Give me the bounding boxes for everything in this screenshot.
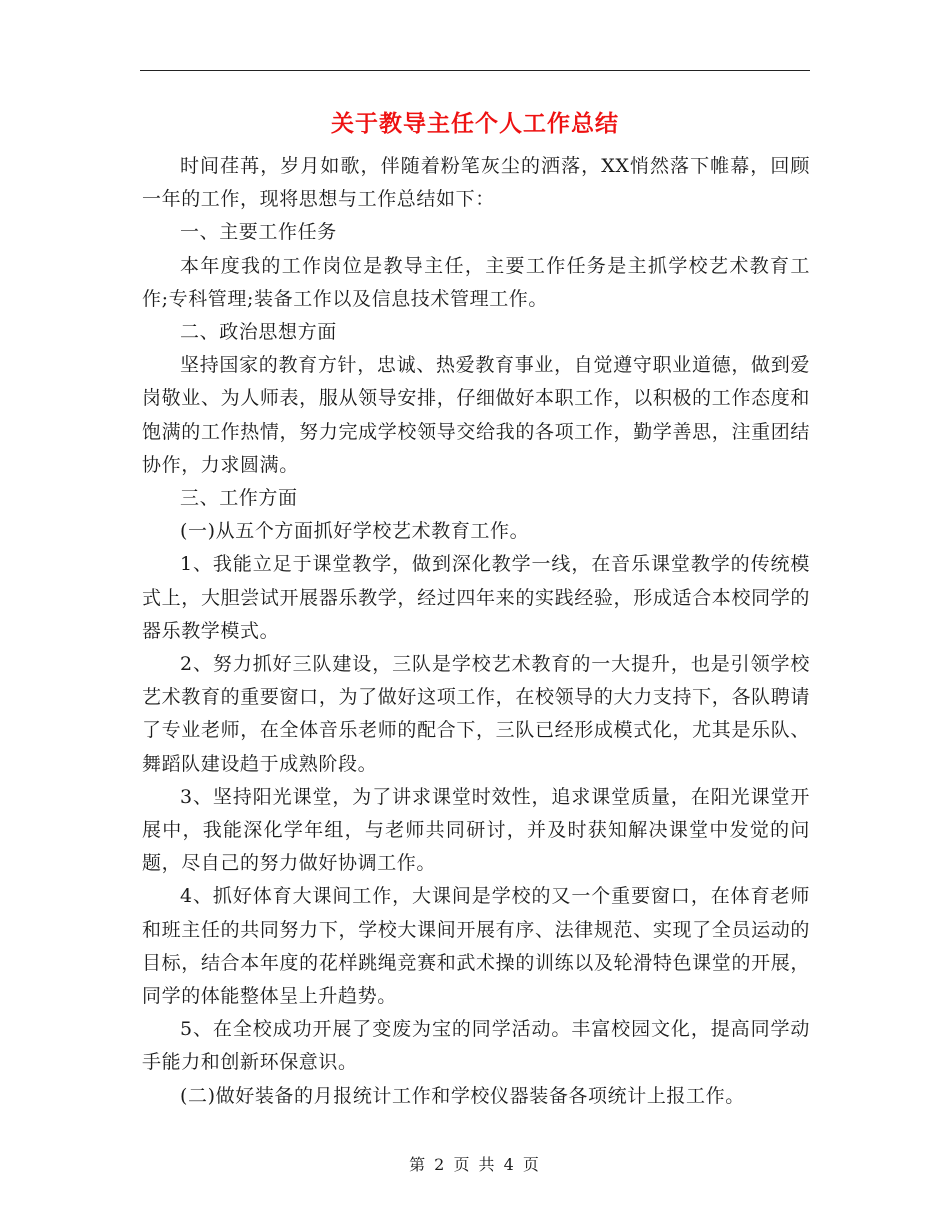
- paragraph-main-tasks: 本年度我的工作岗位是教导主任，主要工作任务是主抓学校艺术教育工作;专科管理;装备工作以及信息技术管理工作。: [142, 254, 810, 310]
- paragraph-item-4: 4、抓好体育大课间工作，大课间是学校的又一个重要窗口，在体育老师和班主任的共同努力下，学校大课间开展有序、法律规范、实现了全员运动的目标，结合本年度的花样跳绳竞赛和武术操的训练以及轮滑特色课堂的开展，同学的体能整体呈上升趋势。: [142, 885, 810, 1008]
- paragraph-intro: 时间荏苒，岁月如歌，伴随着粉笔灰尘的洒落，XX悄然落下帷幕，回顾一年的工作，现将思想与工作总结如下：: [142, 155, 810, 211]
- subheading-art-education: (一)从五个方面抓好学校艺术教育工作。: [180, 520, 530, 543]
- paragraph-item-1: 1、我能立足于课堂教学，做到深化教学一线，在音乐课堂教学的传统模式上，大胆尝试开展器乐教学，经过四年来的实践经验，形成适合本校同学的器乐教学模式。: [142, 553, 810, 642]
- header-rule: [140, 70, 810, 71]
- document-title: 关于教导主任个人工作总结: [331, 110, 619, 137]
- paragraph-item-3: 3、坚持阳光课堂，为了讲求课堂时效性，追求课堂质量，在阳光课堂开展中，我能深化学年组，与老师共同研讨，并及时获知解决课堂中发觉的问题，尽自己的努力做好协调工作。: [142, 785, 810, 875]
- subheading-equipment: (二)做好装备的月报统计工作和学校仪器装备各项统计上报工作。: [180, 1084, 745, 1107]
- heading-main-tasks: 一、主要工作任务: [180, 221, 337, 244]
- document-body: [142, 150, 810, 1113]
- page-number-footer: 第 2 页 共 4 页: [409, 1155, 541, 1174]
- heading-political: 二、政治思想方面: [180, 321, 337, 344]
- heading-work: 三、工作方面: [180, 487, 298, 510]
- paragraph-item-5: 5、在全校成功开展了变废为宝的同学活动。丰富校园文化，提高同学动手能力和创新环保意识。: [142, 1018, 810, 1074]
- paragraph-political: 坚持国家的教育方针，忠诚、热爱教育事业，自觉遵守职业道德，做到爱岗敬业、为人师表，服从领导安排，仔细做好本职工作，以积极的工作态度和饱满的工作热情，努力完成学校领导交给我的各项工作，勤学善思，注重团结协作，力求圆满。: [142, 354, 810, 476]
- paragraph-item-2: 2、努力抓好三队建设，三队是学校艺术教育的一大提升，也是引领学校艺术教育的重要窗口，为了做好这项工作，在校领导的大力支持下，各队聘请了专业老师，在全体音乐老师的配合下，三队已经形成模式化，尤其是乐队、舞蹈队建设趋于成熟阶段。: [142, 653, 810, 775]
